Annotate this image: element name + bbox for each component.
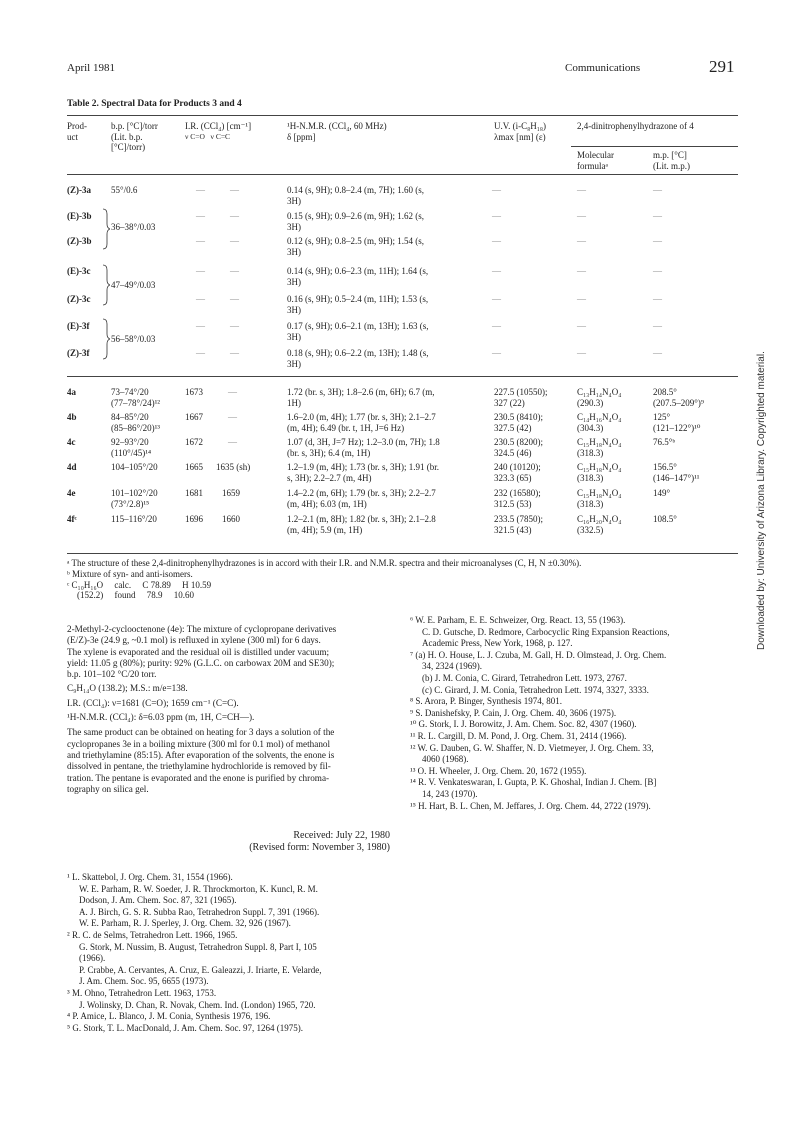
table-row-mp: —: [653, 348, 662, 358]
table-row-product: 4fᶜ: [67, 514, 77, 524]
table-row-nmr: 0.15 (s, 9H); 0.9–2.6 (m, 9H); 1.62 (s, 3H): [287, 211, 424, 232]
table-row-product: 4d: [67, 462, 77, 472]
header-ir: I.R. (CCl₄) [cm⁻¹] ν C=O ν C=C: [185, 121, 252, 141]
table-row-cc: —: [228, 437, 237, 447]
table-row-formula: C₁₃H₁₄N₄O₄ (290.3): [577, 387, 622, 408]
table-row-product: 4c: [67, 437, 76, 447]
table-row-cc: 1659: [222, 488, 240, 498]
table-row-nmr: 0.14 (s, 9H); 0.8–2.4 (m, 7H); 1.60 (s, 3H): [287, 185, 424, 206]
table-row-product: (Z)-3f: [67, 348, 90, 358]
table-row-bp: 47–49°/0.03: [111, 280, 156, 290]
table-row-formula: C₁₆H₂₀N₄O₄ (332.5): [577, 514, 622, 535]
table-row-formula: —: [577, 266, 586, 276]
table-row-bp: 92–93°/20 (110°/45)¹⁴: [111, 437, 152, 458]
table-row-nmr: 0.17 (s, 9H); 0.6–2.1 (m, 13H); 1.63 (s, 3H): [287, 321, 429, 342]
table-row-product: 4e: [67, 488, 76, 498]
table-row-formula: C₁₅H₁₈N₄O₄ (318.3): [577, 462, 622, 483]
header-nmr: ¹H-N.M.R. (CCl₄, 60 MHz) δ [ppm]: [287, 121, 387, 142]
page-number: 291: [709, 57, 735, 76]
received-date: Received: July 22, 1980 (Revised form: November 3, 1980): [249, 830, 390, 853]
running-header-section: Communications: [565, 62, 641, 74]
table-row-uv: 240 (10120); 323.3 (65): [494, 462, 541, 483]
table-row-uv: —: [492, 211, 501, 221]
table-row-uv: —: [492, 348, 501, 358]
table-row-product: 4b: [67, 412, 77, 422]
table-mid-rule: [67, 376, 738, 377]
references-left: ¹ L. Skattebol, J. Org. Chem. 31, 1554 (1966). W. E. Parham, R. W. Soeder, J. R. Throckmorton, K. Kuncl, R. M. Dodson, J. Am. Chem. Soc. 87, 321 (1965). A. J. Birch, G. S. R. Subba Rao, Tetrahedron Suppl. 7, 391 (1966). W. E. Parham, R. J. Sperley, J. Org. Chem. 32, 926 (1967). ² R. C. de Selms, Tetrahedron Lett. 1966, 1965. G. Stork, M. Nussim, B. August, Tetrahedron Suppl. 8, Part I, 105 (1966). P. Crabbe, A. Cervantes, A. Cruz, E. Galeazzi, J. Iriarte, E. Velarde, J. Am. Chem. Soc. 95, 6655 (1973). ³ M. Ohno, Tetrahedron Lett. 1963, 1753. J. Wolinsky, D. Chan, R. Novak, Chem. Ind. (London) 1965, 720. ⁴ P. Amice, L. Blanco, J. M. Conia, Synthesis 1976, 196. ⁵ G. Stork, T. L. MacDonald, J. Am. Chem. Soc. 97, 1264 (1975).: [67, 872, 322, 1033]
table-row-co: 1672: [185, 437, 203, 447]
table-row-nmr: 1.2–2.1 (m, 8H); 1.82 (br. s, 3H); 2.1–2.8 (m, 4H); 5.9 (m, 1H): [287, 514, 436, 535]
table-footnotes: ᵃ The structure of these 2,4-dinitrophenylhydrazones is in accord with their I.R. and N.M.R. spectra and their microanalyses (C, H, N ±0.30%). ᵇ Mixture of syn- and anti-isomers. ᶜ C₁₀H₁₆O calc. C 78.89 H 10.59 (152.2) found 78.9 10.60: [67, 558, 582, 601]
table-row-nmr: 0.14 (s, 9H); 0.6–2.3 (m, 11H); 1.64 (s, 3H): [287, 266, 429, 287]
table-row-bp: 36–38°/0.03: [111, 222, 156, 232]
table-row-co: —: [196, 211, 205, 221]
brace-3b: [102, 208, 110, 250]
table-row-co: 1665: [185, 462, 203, 472]
table-head-rule: [67, 174, 738, 175]
header-mp: m.p. [°C] (Lit. m.p.): [653, 150, 690, 171]
table-row-uv: 227.5 (10550); 327 (22): [494, 387, 548, 408]
table-bottom-rule: [67, 553, 738, 554]
table-row-nmr: 0.18 (s, 9H); 0.6–2.2 (m, 13H); 1.48 (s, 3H): [287, 348, 429, 369]
table-row-formula: C₁₄H₁₆N₄O₄ (304.3): [577, 412, 622, 433]
table-row-uv: 233.5 (7850); 321.5 (43): [494, 514, 543, 535]
table-row-product: (Z)-3c: [67, 294, 91, 304]
table-row-cc: —: [228, 387, 237, 397]
table-row-nmr: 1.4–2.2 (m, 6H); 1.79 (br. s, 3H); 2.2–2.7 (m, 4H); 6.03 (m, 1H): [287, 488, 436, 509]
table-row-bp: 104–105°/20: [111, 462, 158, 472]
brace-3f: [102, 318, 110, 360]
header-uv: U.V. (i-C₈H₁₈) λmax [nm] (ε): [494, 121, 546, 142]
table-row-cc: —: [230, 211, 239, 221]
table-top-rule: [67, 115, 738, 116]
table-row-formula: —: [577, 185, 586, 195]
table-row-bp: 101–102°/20 (73°/2.8)¹⁵: [111, 488, 158, 509]
table-row-formula: —: [577, 294, 586, 304]
table-row-uv: 232 (16580); 312.5 (53): [494, 488, 541, 509]
table-row-mp: —: [653, 211, 662, 221]
table-row-formula: C₁₅H₁₈N₄O₄ (318.3): [577, 437, 622, 458]
table-row-nmr: 0.12 (s, 9H); 0.8–2.5 (m, 9H); 1.54 (s, 3H): [287, 236, 424, 257]
table-row-nmr: 0.16 (s, 9H); 0.5–2.4 (m, 11H); 1.53 (s, 3H): [287, 294, 429, 315]
table-row-mp: 149°: [653, 488, 671, 498]
table-row-mp: —: [653, 266, 662, 276]
table-row-co: 1667: [185, 412, 203, 422]
table-row-product: (Z)-3a: [67, 185, 91, 195]
table-row-co: —: [196, 348, 205, 358]
table-row-mp: 125° (121–122°)¹⁰: [653, 412, 701, 433]
table-row-uv: —: [492, 266, 501, 276]
experimental-text: 2-Methyl-2-cyclooctenone (4e): The mixture of cyclopropane derivatives (E/Z)-3e (24.9 g, ~0.1 mol) is refluxed in xylene (300 ml) for 6 days. The xylene is evaporated and the residual oil is distilled under vacuum; yield: 11.05 g (80%); purity: 92% (G.L.C. on carbowax 20M and SE30); b.p. 101–102 °C/20 torr. C₉H₁₄O (138.2); M.S.: m/e=138. I.R. (CCl₄): ν=1681 (C=O); 1659 cm⁻¹ (C=C). ¹H-N.M.R. (CCl₄): δ=6.03 ppm (m, 1H, C=CH—). The same product can be obtained on heating for 3 days a solution of the cyclopropanes 3e in a boiling mixture (300 ml for 0.1 mol) of methanol and triethylamine (85:15). After evaporation of the solvents, the enone is dissolved in pentane, the triethylamine hydrochloride is removed by fil- tration. The pentane is evaporated and the enone is purified by chroma- tography on silica gel.: [67, 624, 337, 794]
table-row-nmr: 1.07 (d, 3H, J=7 Hz); 1.2–3.0 (m, 7H); 1.8 (br. s, 3H); 6.4 (m, 1H): [287, 437, 440, 458]
table-title: Table 2. Spectral Data for Products 3 and 4: [67, 99, 242, 109]
table-sub-rule: [571, 146, 738, 147]
table-row-formula: —: [577, 321, 586, 331]
table-row-cc: 1635 (sh): [216, 462, 251, 472]
table-row-mp: —: [653, 236, 662, 246]
table-row-product: 4a: [67, 387, 76, 397]
table-row-co: 1696: [185, 514, 203, 524]
table-row-cc: —: [230, 266, 239, 276]
table-row-product: (E)-3c: [67, 266, 91, 276]
table-row-co: —: [196, 266, 205, 276]
table-row-cc: —: [230, 236, 239, 246]
header-formula: Molecular formulaᵃ: [577, 150, 614, 171]
table-row-mp: 76.5°ᵇ: [653, 437, 676, 447]
table-row-uv: —: [492, 294, 501, 304]
table-row-nmr: 1.6–2.0 (m, 4H); 1.77 (br. s, 3H); 2.1–2.7 (m, 4H); 6.49 (br. t, 1H, J=6 Hz): [287, 412, 436, 433]
table-row-co: —: [196, 321, 205, 331]
table-row-formula: —: [577, 348, 586, 358]
running-header-date: April 1981: [67, 62, 115, 74]
table-row-co: —: [196, 236, 205, 246]
table-row-uv: 230.5 (8200); 324.5 (46): [494, 437, 543, 458]
table-row-nmr: 1.2–1.9 (m, 4H); 1.73 (br. s, 3H); 1.91 (br. s, 3H); 2.2–2.7 (m, 4H): [287, 462, 439, 483]
table-row-cc: —: [230, 321, 239, 331]
table-row-formula: —: [577, 236, 586, 246]
table-row-formula: —: [577, 211, 586, 221]
table-row-cc: —: [230, 348, 239, 358]
download-notice: Downloaded by: University of Arizona Library. Copyrighted material.: [756, 351, 767, 650]
table-row-uv: —: [492, 185, 501, 195]
table-row-cc: 1660: [222, 514, 240, 524]
table-row-mp: —: [653, 321, 662, 331]
brace-3c: [102, 264, 110, 306]
header-product: Prod- uct: [67, 121, 87, 142]
table-row-uv: —: [492, 321, 501, 331]
table-row-bp: 56–58°/0.03: [111, 334, 156, 344]
table-row-mp: 156.5° (146–147°)¹¹: [653, 462, 700, 483]
table-row-mp: —: [653, 185, 662, 195]
table-row-uv: —: [492, 236, 501, 246]
table-row-bp: 55°/0.6: [111, 185, 138, 195]
table-row-product: (Z)-3b: [67, 236, 92, 246]
header-dnp: 2,4-dinitrophenylhydrazone of 4: [577, 121, 694, 131]
table-row-product: (E)-3b: [67, 211, 92, 221]
table-row-co: 1681: [185, 488, 203, 498]
table-row-mp: 108.5°: [653, 514, 677, 524]
table-row-uv: 230.5 (8410); 327.5 (42): [494, 412, 543, 433]
table-row-co: 1673: [185, 387, 203, 397]
table-row-co: —: [196, 185, 205, 195]
table-row-cc: —: [230, 294, 239, 304]
header-bp: b.p. [°C]/torr (Lit. b.p. [°C]/torr): [111, 121, 158, 152]
table-row-nmr: 1.72 (br. s, 3H); 1.8–2.6 (m, 6H); 6.7 (m, 1H): [287, 387, 435, 408]
table-row-bp: 115–116°/20: [111, 514, 157, 524]
references-right: ⁶ W. E. Parham, E. E. Schweizer, Org. React. 13, 55 (1963). C. D. Gutsche, D. Redmore, Carbocyclic Ring Expansion Reactions, Academic Press, New York, 1968, p. 127. ⁷ (a) H. O. House, L. J. Czuba, M. Gall, H. D. Olmstead, J. Org. Chem. 34, 2324 (1969). (b) J. M. Conia, C. Girard, Tetrahedron Lett. 1973, 2767. (c) C. Girard, J. M. Conia, Tetrahedron Lett. 1974, 3327, 3333. ⁸ S. Arora, P. Binger, Synthesis 1974, 801. ⁹ S. Danishefsky, P. Cain, J. Org. Chem. 40, 3606 (1975). ¹⁰ G. Stork, I. J. Borowitz, J. Am. Chem. Soc. 82, 4307 (1960). ¹¹ R. L. Cargill, D. M. Pond, J. Org. Chem. 31, 2414 (1966). ¹² W. G. Dauben, G. W. Shaffer, N. D. Vietmeyer, J. Org. Chem. 33, 4060 (1968). ¹³ O. H. Wheeler, J. Org. Chem. 20, 1672 (1955). ¹⁴ R. V. Venkateswaran, I. Gupta, P. K. Ghoshal, Indian J. Chem. [B] 14, 243 (1970). ¹⁵ H. Hart, B. L. Chen, M. Jeffares, J. Org. Chem. 44, 2722 (1979).: [410, 615, 670, 811]
table-row-co: —: [196, 294, 205, 304]
table-row-cc: —: [228, 412, 237, 422]
table-row-mp: —: [653, 294, 662, 304]
table-row-mp: 208.5° (207.5–209°)⁹: [653, 387, 704, 408]
table-row-bp: 84–85°/20 (85–86°/20)¹³: [111, 412, 160, 433]
table-row-formula: C₁₅H₁₈N₄O₄ (318.3): [577, 488, 622, 509]
table-row-cc: —: [230, 185, 239, 195]
table-row-bp: 73–74°/20 (77–78°/24)¹²: [111, 387, 160, 408]
table-row-product: (E)-3f: [67, 321, 90, 331]
